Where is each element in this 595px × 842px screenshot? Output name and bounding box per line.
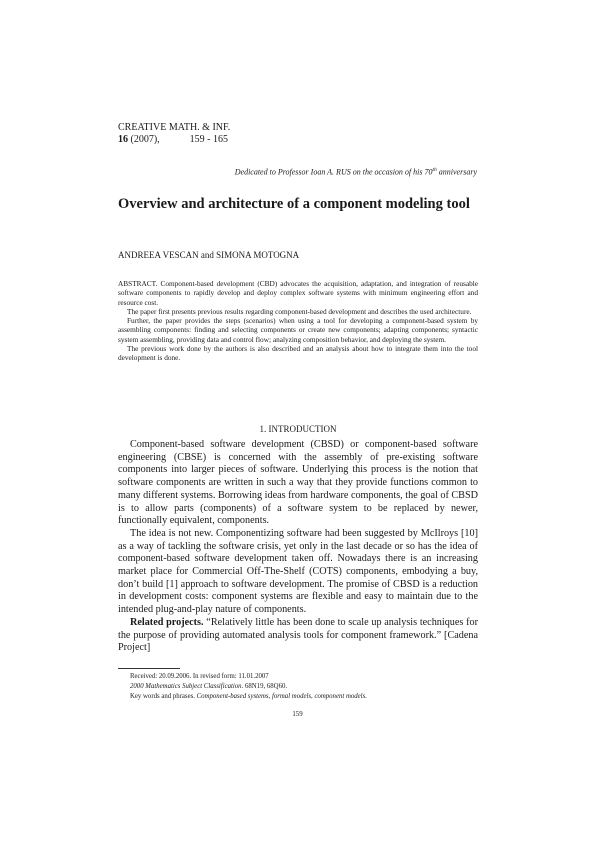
authors-and: and — [200, 250, 214, 260]
dedication-superscript: th — [432, 167, 437, 173]
footnote-received: Received: 20.09.2006. In revised form: 11.01.2007 — [130, 673, 269, 680]
footnote-keywords-label: Key words and phrases. — [130, 692, 195, 700]
dedication — [235, 167, 477, 177]
body-paragraph — [118, 617, 478, 655]
footnote-rule — [118, 668, 180, 669]
footnote-msc-label: 2000 Mathematics Subject Classification. — [130, 682, 244, 690]
abstract-text: Component-based development (CBD) advocates the acquisition, adaptation, and integration of reusable software components to rapidly develop and deploy complex software systems with minimum engineering effort and resource cost. — [118, 279, 478, 307]
footnotes — [130, 672, 367, 701]
footnote-msc — [130, 682, 367, 692]
section-number: 1. — [259, 424, 267, 434]
body-paragraph: The idea is not new. Componentizing software had been suggested by McIlroys [10] as a way of tackling the software crisis, yet only in the last decade or so has the idea of component-based software development taken off. Nowadays there is an increasing market place for Commercial Off-The-Shelf (COTS) components, embodying a buy, don’t build [1] approach to software development. The promise of CBSD is a reduction in development costs: component systems are flexible and easy to maintain due to the intended plug-and-play nature of components. — [118, 527, 478, 616]
abstract-paragraph — [118, 279, 478, 307]
footnote-msc-value: 68N19, 68Q60. — [243, 682, 288, 690]
authors — [118, 250, 299, 260]
abstract-paragraph: Further, the paper provides the steps (scenarios) when using a tool for developing a component-based system by assembling components: finding and selecting components or create new components; adapting components; syntactic system assembling, providing data and control flow; analyzing composition behavior, and deploying the system. — [118, 316, 478, 344]
footnote-keywords — [130, 692, 367, 702]
section-title: INTRODUCTION — [268, 424, 337, 434]
related-projects-text: “Relatively little has been done to scale up analysis techniques for the purpose of providing automated analysis tools for component framework.” [Cadena Project] — [118, 616, 478, 654]
author-2: SIMONA MOTOGNA — [216, 250, 300, 260]
page-number: 159 — [292, 711, 303, 718]
journal-pages: 159 - 165 — [189, 134, 229, 145]
footnote-keywords-value: Component-based systems, formal models, component models. — [194, 692, 367, 700]
section-heading — [118, 424, 478, 434]
abstract-label: ABSTRACT. — [118, 279, 158, 288]
abstract-paragraph: The paper first presents previous results regarding component-based development and describes the used architecture. — [127, 306, 472, 316]
journal-volume: 16 — [118, 134, 128, 145]
related-projects-label: Related projects. — [130, 616, 204, 628]
journal-year: (2007), — [130, 134, 160, 145]
abstract-paragraph: The previous work done by the authors is also described and an analysis about how to integrate them into the tool development is done. — [118, 344, 478, 363]
journal-name: CREATIVE MATH. & INF. — [118, 122, 231, 133]
journal-volume-line — [118, 134, 230, 146]
body-paragraph: Component-based software development (CBSD) or component-based software engineering (CBSE) is concerned with the assembly of pre-existing software components into larger pieces of software. Underlying this process is the notion that software components are written in such a way that they provide functions common to many different systems. Borrowing ideas from hardware components, the goal of CBSD is to allow parts (components) of a software system to be replaced by newer, functionally equivalent, components. — [118, 439, 478, 527]
dedication-tail: anniversary — [436, 167, 477, 177]
body-text — [118, 439, 478, 655]
author-1: ANDREEA VESCAN — [118, 250, 199, 260]
journal-header — [118, 122, 230, 146]
abstract — [118, 279, 478, 363]
paper-title: Overview and architecture of a component modeling tool — [118, 196, 470, 212]
dedication-text: Dedicated to Professor Ioan A. RUS on the occasion of his 70 — [234, 167, 433, 177]
